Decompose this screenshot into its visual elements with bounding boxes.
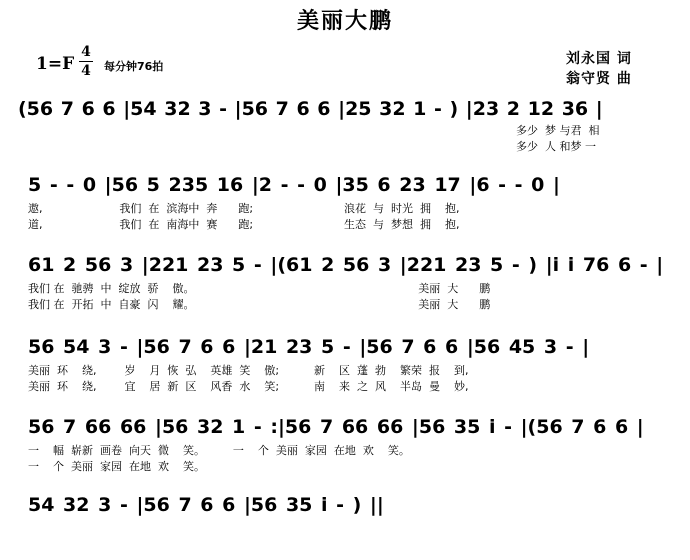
notes-row	[0, 92, 690, 124]
lyrics-verse-1: 一 幅 崭新 画卷 向天 微 笑。 一 个 美丽 家园 在地 欢 笑。	[28, 444, 410, 457]
notes-row	[0, 488, 690, 520]
lyricist-credit: 刘永国 词	[566, 51, 632, 67]
notation-line: 56 7 66 66 |56 32 1 - :|56 7 66 66 |56 35 i - |(56 7 6 6 |	[28, 416, 644, 438]
lyrics-verse-2: 道, 我们 在 南海中 赛 跑; 生态 与 梦想 拥 抱,	[28, 218, 460, 231]
staff-5	[0, 410, 690, 482]
time-signature-top: 4	[81, 44, 91, 60]
time-signature-line	[79, 61, 93, 62]
staff-4	[0, 330, 690, 402]
lyrics-verse-2: 多少 人 和梦 一	[516, 140, 596, 153]
song-title: 美丽大鹏	[296, 8, 393, 34]
notes-row	[0, 168, 690, 200]
time-signature	[79, 44, 93, 79]
staff-1	[0, 92, 690, 164]
lyrics-verse-2: 我们 在 开拓 中 自豪 闪 耀。 美丽 大 鹏	[28, 298, 491, 311]
staff-2	[0, 168, 690, 240]
notation-line: 61 2 56 3 |221 23 5 - |(61 2 56 3 |221 23 5 - ) |i i 76 6 - |	[28, 254, 664, 276]
notation-line: 54 32 3 - |56 7 6 6 |56 35 i - ) ||	[28, 494, 384, 516]
notation-line: 5 - - 0 |56 5 235 16 |2 - - 0 |35 6 23 17 |6 - - 0 |	[28, 174, 560, 196]
composer-credit: 翁守贤 曲	[566, 71, 632, 87]
notation-line: (56 7 6 6 |54 32 3 - |56 7 6 6 |25 32 1 - ) |23 2 12 36 |	[18, 98, 603, 120]
notes-row	[0, 330, 690, 362]
key-signature: 1=F	[36, 54, 75, 74]
time-signature-bottom: 4	[81, 63, 91, 79]
staff-3	[0, 248, 690, 320]
lyrics-verse-2: 一 个 美丽 家园 在地 欢 笑。	[28, 460, 205, 473]
lyrics-verse-2: 美丽 环 绕, 宜 居 新 区 风香 水 笑; 南 来 之 风 半岛 曼 妙,	[28, 380, 469, 393]
lyrics-verse-1: 美丽 环 绕, 岁 月 恢 弘 英雄 笑 傲; 新 区 蓬 勃 繁荣 报 到,	[28, 364, 469, 377]
notes-row	[0, 248, 690, 280]
lyrics-verse-1: 遨, 我们 在 滨海中 奔 跑; 浪花 与 时光 拥 抱,	[28, 202, 460, 215]
notation-line: 56 54 3 - |56 7 6 6 |21 23 5 - |56 7 6 6 |56 45 3 - |	[28, 336, 590, 358]
tempo-marking: 每分钟76拍	[104, 60, 164, 73]
lyrics-verse-1: 多少 梦 与君 相	[516, 124, 600, 137]
lyrics-verse-1: 我们 在 驰骋 中 绽放 骄 傲。 美丽 大 鹏	[28, 282, 491, 295]
staff-6	[0, 488, 690, 560]
notes-row	[0, 410, 690, 442]
